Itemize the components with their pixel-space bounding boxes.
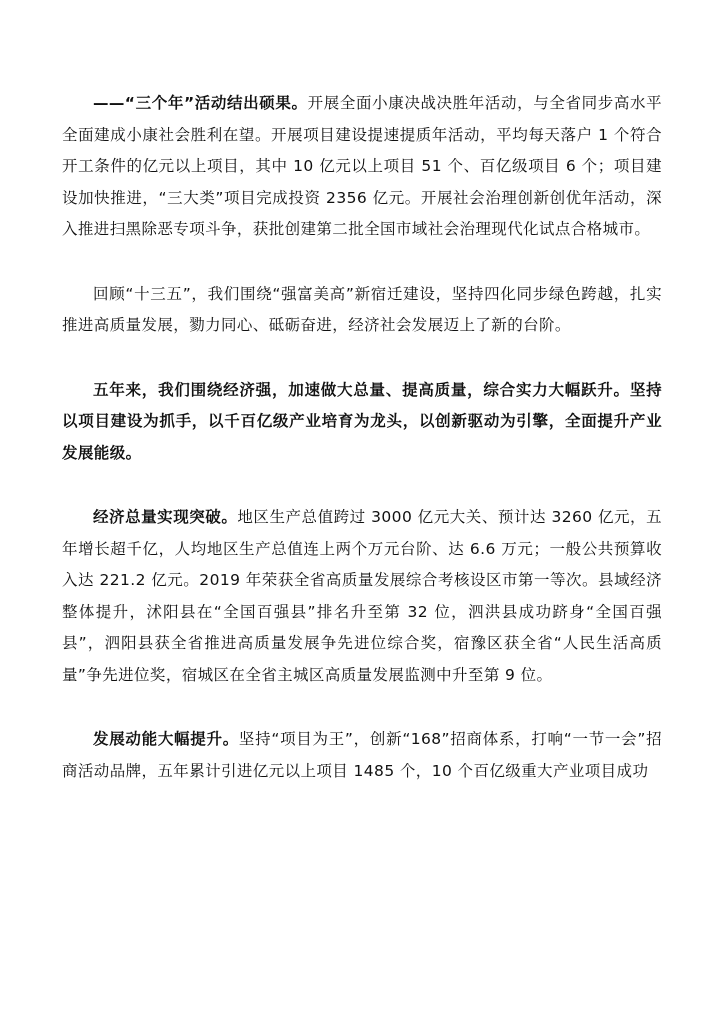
paragraph-body: 坚持“项目为王”，创新“168”招商体系，打响“一节一会”招商活动品牌，五年累计引进亿元以上项目 1485 个，10 个百亿级重大产业项目成功 — [62, 730, 662, 780]
paragraph-momentum — [62, 724, 662, 787]
paragraph-lead: ——“三个年”活动结出硕果。 — [93, 94, 308, 112]
paragraph-three-years — [62, 88, 662, 246]
document-page — [62, 88, 662, 787]
paragraph-body: 地区生产总值跨过 3000 亿元大关、预计达 3260 亿元，五年增长超千亿，人均地区生产总值连上两个万元台阶、达 6.6 万元；一般公共预算收入达 221.2 亿元。2019 年荣获全省高质量发展综合考核设区市第一等次。县域经济整体提升，沭阳县在“全国百强县”排名升至第 32 位，泗洪县成功跻身“全国百强县”，泗阳县获全省推进高质量发展争先进位综合奖，宿豫区获全省“人民生活高质量”争先进位奖，宿城区在全省主城区高质量发展监测中升至第 9 位。 — [62, 508, 663, 684]
paragraph-body: 回顾“十三五”，我们围绕“强富美高”新宿迁建设，坚持四化同步绿色跨越，扎实推进高质量发展，勠力同心、砥砺奋进，经济社会发展迈上了新的台阶。 — [62, 284, 662, 334]
paragraph-lead: 经济总量实现突破。 — [93, 508, 238, 526]
paragraph-lead: 五年来，我们围绕经济强，加速做大总量、提高质量，综合实力大幅跃升。坚持以项目建设为抓手，以千百亿级产业培育为龙头，以创新驱动为引擎，全面提升产业发展能级。 — [62, 380, 662, 462]
paragraph-body: 开展全面小康决战决胜年活动，与全省同步高水平全面建成小康社会胜利在望。开展项目建设提速提质年活动，平均每天落户 1 个符合开工条件的亿元以上项目，其中 10 亿元以上项目 51 个、百亿级项目 6 个；项目建设加快推进，“三大类”项目完成投资 2356 亿元。开展社会治理创新创优年活动，深入推进扫黑除恶专项斗争，获批创建第二批全国市域社会治理现代化试点合格城市。 — [62, 94, 662, 238]
paragraph-economy-total — [62, 502, 662, 691]
paragraph-review — [62, 279, 662, 342]
paragraph-five-years — [62, 375, 662, 470]
paragraph-lead: 发展动能大幅提升。 — [93, 730, 239, 748]
